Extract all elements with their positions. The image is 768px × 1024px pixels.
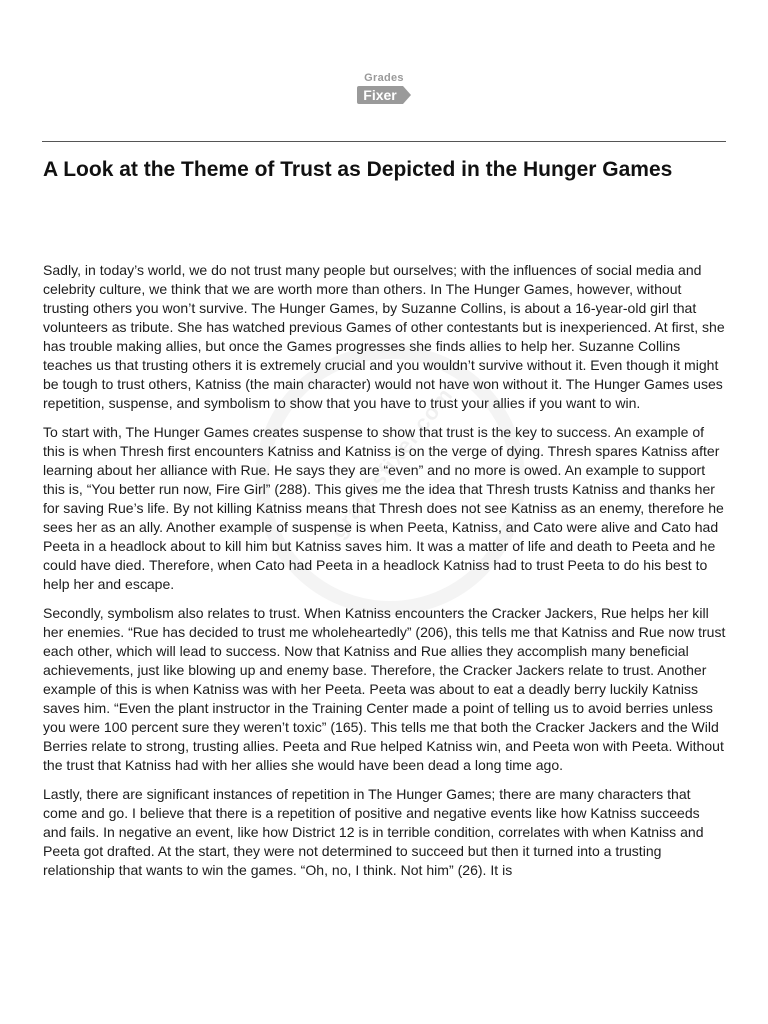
watermark-text: gradesfixer.com <box>325 382 458 543</box>
paragraph-2: To start with, The Hunger Games creates suspense to show that trust is the key to success. An example of this is when Thresh first encounters Katniss and Katniss is on the verge of dying. Thresh spares Katniss after learning about her alliance with Rue. He says they are “even” and no more is owed. An example to support this is, “You better run now, Fire Girl” (288). This gives me the idea that Thresh trusts Katniss and thanks her for saving Rue’s life. By not killing Katniss means that Thresh does not see Katniss as an enemy, therefore he sees her as an ally. Another example of suspense is when Peeta, Katniss, and Cato were alive and Cato had Peeta in a headlock about to kill him but Katniss saves him. It was a matter of life and death to Peeta and he could have died. Therefore, when Cato had Peeta in a headlock Katniss had to trust Peeta to do his best to help her and escape. <box>43 424 724 592</box>
logo-tag-tip <box>403 86 411 104</box>
paragraph-4: Lastly, there are significant instances of repetition in The Hunger Games; there are many characters that come and go. I believe that there is a repetition of positive and negative events like how Katniss succeeds and fails. In negative an event, like how District 12 is in terrible condition, correlates with when Katniss and Peeta got drafted. At the start, they were not determined to succeed but then it turned into a trusting relationship that wants to win the games. “Oh, no, I think. Not him” (26). It is <box>43 786 704 878</box>
essay-body <box>43 261 726 890</box>
logo-box-text: Fixer <box>357 86 402 104</box>
paragraph-1: Sadly, in today’s world, we do not trust many people but ourselves; with the influences of social media and celebrity culture, we think that we are worth more than others. In The Hunger Games, however, without trusting others you won’t survive. The Hunger Games, by Suzanne Collins, is about a 16-year-old girl that volunteers as tribute. She has watched previous Games of other contestants but is inexperienced. At first, she has trouble making allies, but once the Games progresses she finds allies to help her. Suzanne Collins teaches us that trusting others it is extremely crucial and you wouldn’t survive without it. Even though it might be tough to trust others, Katniss (the main character) would not have won without it. The Hunger Games uses repetition, suspense, and symbolism to show that you have to trust your allies if you want to win. <box>43 262 725 411</box>
paragraph-3: Secondly, symbolism also relates to trust. When Katniss encounters the Cracker Jackers, Rue helps her kill her enemies. “Rue has decided to trust me wholeheartedly” (206), this tells me that Katniss and Rue now trust each other, which will lead to success. Now that Katniss and Rue allies they accomplish many beneficial achievements, just like blowing up and enemy base. Therefore, the Cracker Jackers relate to trust. Another example of this is when Katniss was with her Peeta. Peeta was about to eat a deadly berry luckily Katniss saves him. “Even the plant instructor in the Training Center made a point of telling us to avoid berries unless you were 100 percent sure they weren’t toxic” (165). This tells me that both the Cracker Jackers and the Wild Berries relate to strong, trusting allies. Peeta and Rue helped Katniss win, and Peeta won with Peeta. Without the trust that Katniss had with her allies she would have been dead a long time ago. <box>43 605 726 773</box>
logo-top-text: Grades <box>364 72 404 84</box>
gradesfixer-logo[interactable] <box>0 72 768 105</box>
header-divider <box>42 141 726 142</box>
logo-tag <box>357 86 410 105</box>
essay-title: A Look at the Theme of Trust as Depicted in the Hunger Games <box>43 158 673 181</box>
